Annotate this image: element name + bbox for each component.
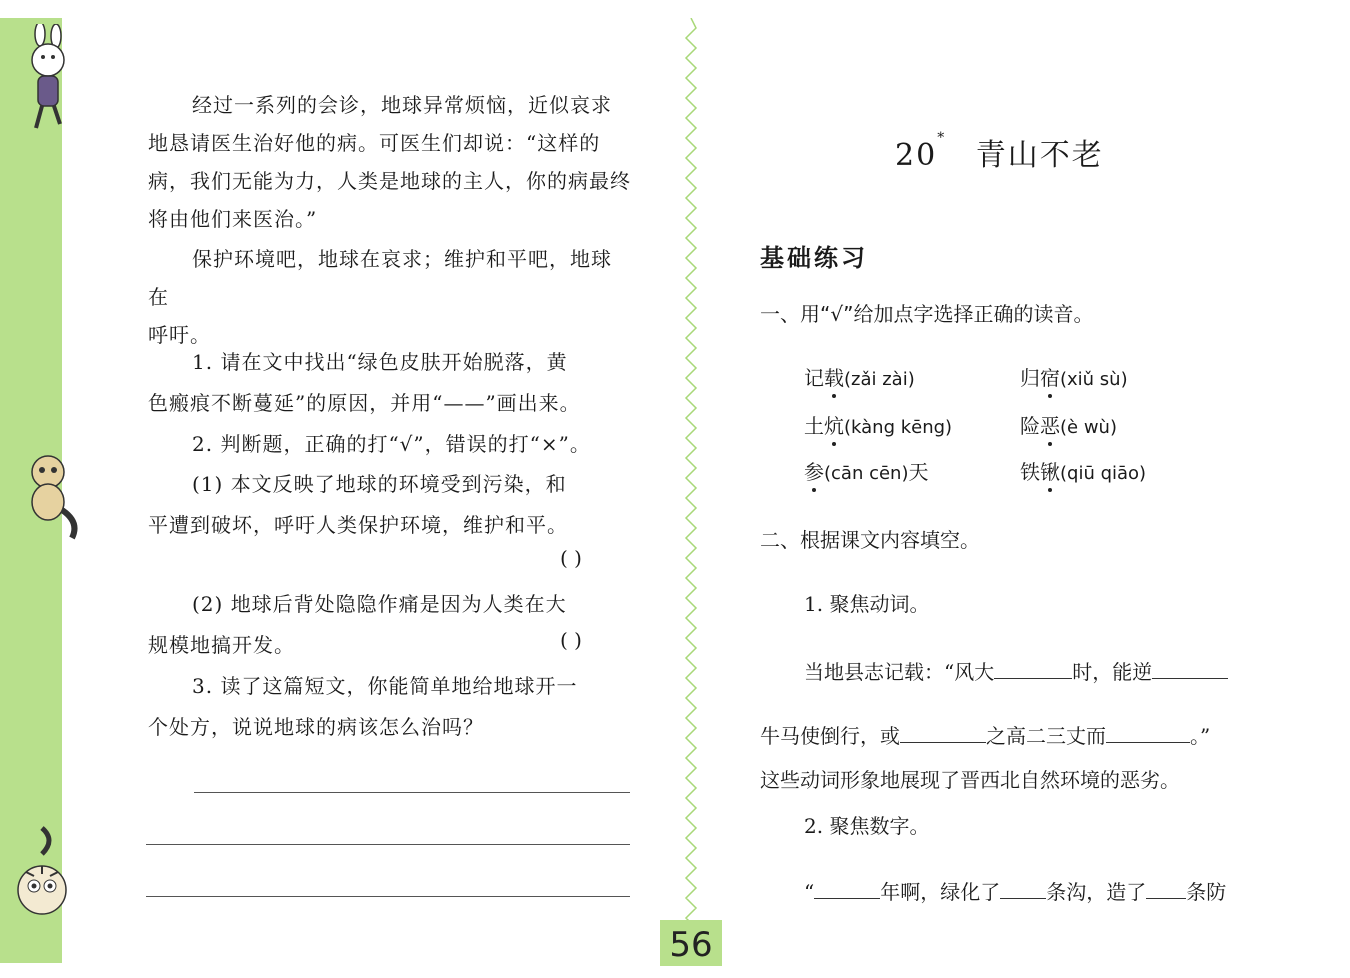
text-line: 1. 请在文中找出“绿色皮肤开始脱落，黄 — [192, 350, 568, 374]
char: 铁 — [1020, 460, 1040, 484]
text-segment: 条防 — [1186, 880, 1227, 904]
fill-line-3: 这些动词形象地展现了晋西北自然环境的恶劣。 — [760, 768, 1180, 792]
dotted-char: 载 — [824, 366, 844, 390]
text-segment: 时，能逆 — [1072, 660, 1153, 684]
pinyin-item[interactable] — [804, 362, 915, 391]
text-segment: 之高二三丈而 — [986, 724, 1106, 748]
text-segment: 条沟，造了 — [1046, 880, 1147, 904]
text-line: 个处方，说说地球的病该怎么治吗？ — [148, 715, 484, 739]
page-number: 56 — [660, 920, 722, 966]
pinyin-options: (cān cēn) — [824, 463, 909, 484]
dotted-char: 炕 — [824, 414, 844, 438]
sub-question-2: 2. 聚焦数字。 — [804, 814, 930, 838]
lesson-name: 青山不老 — [975, 138, 1104, 173]
pinyin-item[interactable] — [804, 410, 952, 439]
text-line: 色瘢痕不断蔓延”的原因，并用“——”画出来。 — [148, 391, 581, 415]
text-line: 3. 读了这篇短文，你能简单地给地球开一 — [192, 674, 578, 698]
fill-blank[interactable] — [994, 658, 1072, 679]
answer-paren-2-1[interactable]: ( ) — [560, 546, 582, 570]
text-segment: “ — [804, 880, 815, 904]
text-line: (2) 地球后背处隐隐作痛是因为人类在大 — [192, 592, 567, 616]
fill-line-2 — [760, 720, 1210, 749]
question-1-heading: 一、用“√”给加点字选择正确的读音。 — [760, 302, 1094, 326]
pinyin-options: (xiǔ sù) — [1060, 369, 1128, 390]
text-line: (1) 本文反映了地球的环境受到污染，和 — [192, 472, 567, 496]
answer-line[interactable] — [146, 896, 630, 897]
answer-line[interactable] — [146, 844, 630, 845]
rabbit-mascot-icon — [12, 24, 86, 132]
text-line: 将由他们来医治。” — [148, 207, 318, 231]
question-3 — [148, 666, 632, 748]
text-line: 地恳请医生治好他的病。可医生们却说：“这样的 — [148, 131, 601, 155]
lesson-number: 20 — [895, 138, 938, 173]
pinyin-item[interactable] — [1020, 456, 1146, 485]
question-2-1 — [148, 464, 632, 546]
text-line: 保护环境吧，地球在哀求；维护和平吧，地球在 — [148, 247, 612, 309]
char: 记 — [804, 366, 824, 390]
raccoon-mascot-icon — [14, 450, 86, 542]
dotted-char: 参 — [804, 460, 824, 484]
text-segment: 当地县志记载：“风大 — [804, 660, 995, 684]
pinyin-item[interactable] — [804, 456, 928, 485]
lesson-star: * — [937, 130, 947, 146]
section-heading: 基础练习 — [760, 244, 868, 272]
question-2 — [148, 424, 632, 465]
fill-blank[interactable] — [1106, 722, 1190, 743]
pinyin-item[interactable] — [1020, 362, 1128, 391]
pinyin-options: (kàng kēng) — [844, 417, 953, 438]
page-spine-divider — [684, 18, 698, 963]
lesson-title — [895, 130, 1104, 174]
fill-blank[interactable] — [1146, 878, 1186, 899]
question-2-heading: 二、根据课文内容填空。 — [760, 528, 980, 552]
text-segment: 。” — [1190, 724, 1211, 748]
fill-line-4 — [804, 876, 1226, 905]
char: 天 — [908, 460, 929, 484]
answer-paren-2-2[interactable]: ( ) — [560, 628, 582, 652]
fill-blank[interactable] — [900, 722, 986, 743]
char: 归 — [1020, 366, 1040, 390]
question-1 — [148, 342, 632, 424]
char: 土 — [804, 414, 824, 438]
text-line: 2. 判断题，正确的打“√”，错误的打“×”。 — [192, 432, 591, 456]
fill-line-1 — [804, 656, 1228, 685]
char: 险 — [1020, 414, 1040, 438]
tiger-mascot-icon — [12, 820, 72, 920]
sub-question-1: 1. 聚焦动词。 — [804, 592, 930, 616]
text-line: 平遭到破坏，呼吁人类保护环境，维护和平。 — [148, 513, 568, 537]
pinyin-options: (zǎi zài) — [844, 369, 915, 390]
dotted-char: 宿 — [1040, 366, 1060, 390]
text-line: 规模地搞开发。 — [148, 633, 295, 657]
passage-paragraph-2 — [148, 240, 632, 354]
text-line: 经过一系列的会诊，地球异常烦恼，近似哀求 — [192, 93, 612, 117]
pinyin-options: (è wù) — [1060, 417, 1117, 438]
text-line: 呼吁。 — [148, 323, 211, 347]
dotted-char: 锹 — [1040, 460, 1060, 484]
text-segment: 年啊，绿化了 — [880, 880, 1001, 904]
fill-blank[interactable] — [1152, 658, 1228, 679]
fill-blank[interactable] — [814, 878, 880, 899]
fill-blank[interactable] — [1000, 878, 1046, 899]
text-line: 病，我们无能为力，人类是地球的主人，你的病最终 — [148, 169, 631, 193]
passage-paragraph-1 — [148, 86, 632, 238]
question-2-2 — [148, 584, 632, 666]
dotted-char: 恶 — [1040, 414, 1060, 438]
answer-line[interactable] — [194, 792, 630, 793]
text-segment: 牛马使倒行，或 — [760, 724, 900, 748]
pinyin-item[interactable] — [1020, 410, 1117, 439]
pinyin-options: (qiū qiāo) — [1060, 463, 1147, 484]
